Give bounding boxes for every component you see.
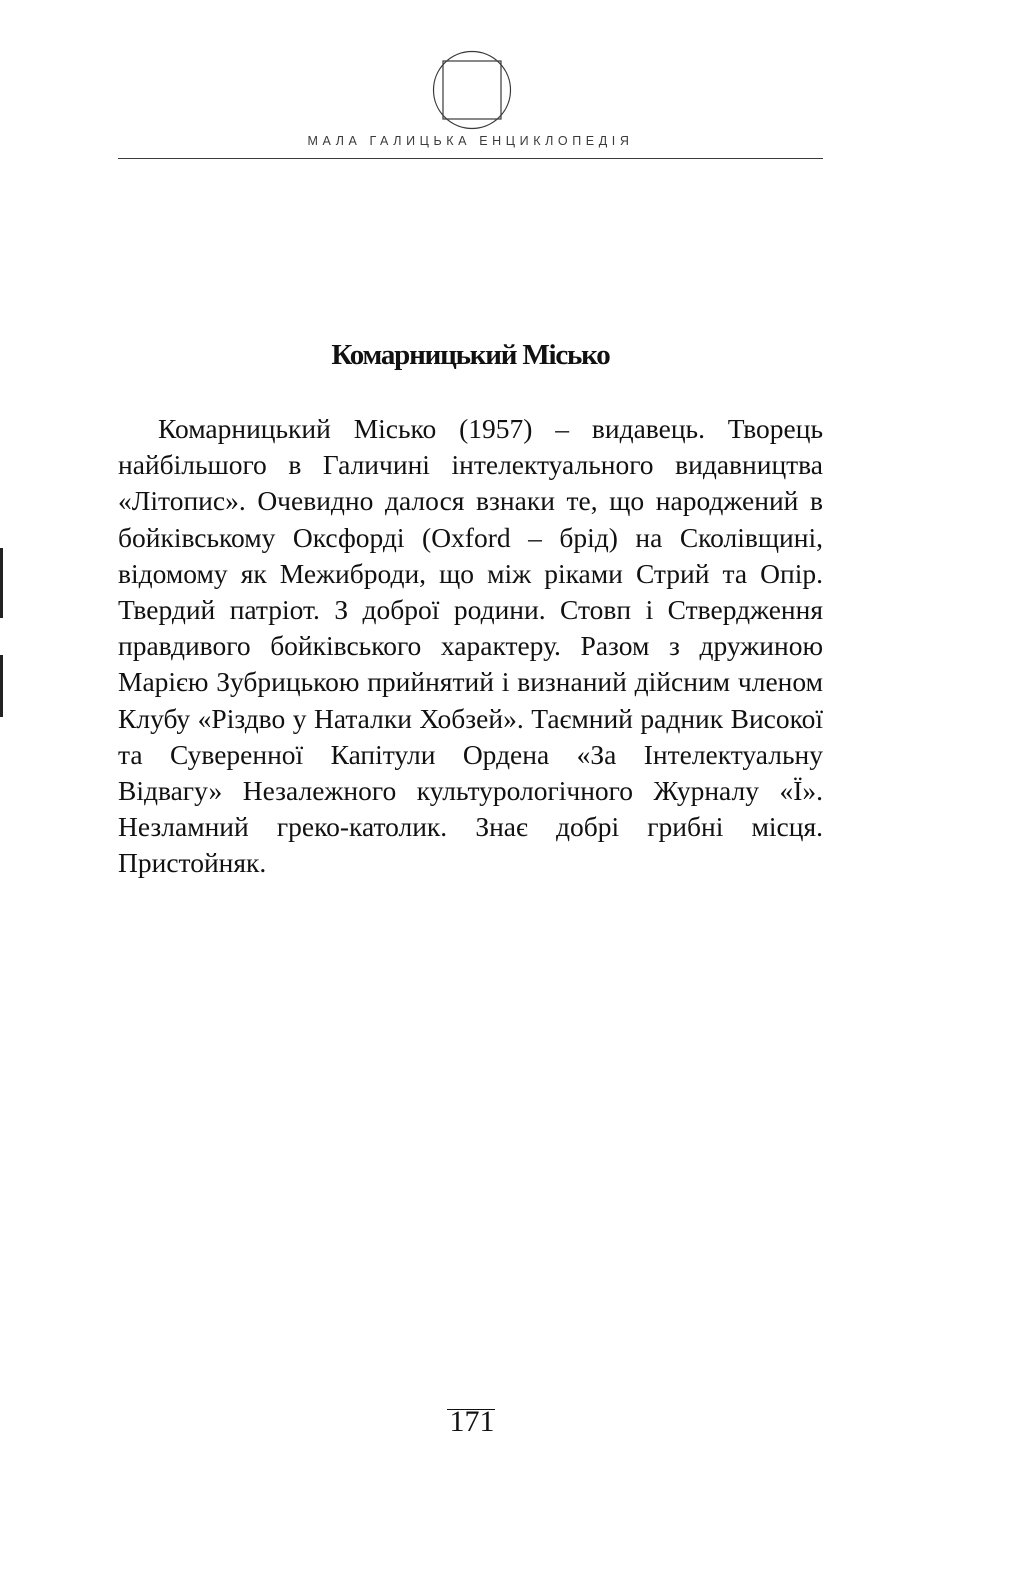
page-number: 171: [449, 1405, 495, 1438]
scan-edge-mark: [0, 655, 3, 717]
article-title: Комарницький Місько: [331, 339, 610, 371]
header-divider: [118, 158, 823, 159]
scan-edge-mark: [0, 548, 3, 618]
article-body-text: Комарницький Місько (1957) – видавець. Творець найбільшого в Галичині інтелектуального видавництва «Літопис». Очевидно далося взнаки те, що народжений в бойківському Оксфорді (Oxford – брід) на Сколівщині, відомому як Межиброди, що між ріками Стрий та Опір. Твердий патріот. З доброї родини. Стовп і Ствердження правдивого бойківського характеру. Разом з дружиною Марією Зубрицькою прийнятий і визнаний дійсним членом Клубу «Різдво у Наталки Хобзей». Таємний радник Високої та Суверенної Капітули Ордена «За Інтелектуальну Відвагу» Незалежного культурологічного Журналу «Ї». Незламний греко-католик. Знає добрі грибні місця. Пристойняк.: [118, 413, 823, 879]
article-body: [118, 411, 823, 882]
circle-square-logo-icon: [432, 50, 512, 130]
series-title: МАЛА ГАЛИЦЬКА ЕНЦИКЛОПЕДІЯ: [307, 134, 634, 148]
